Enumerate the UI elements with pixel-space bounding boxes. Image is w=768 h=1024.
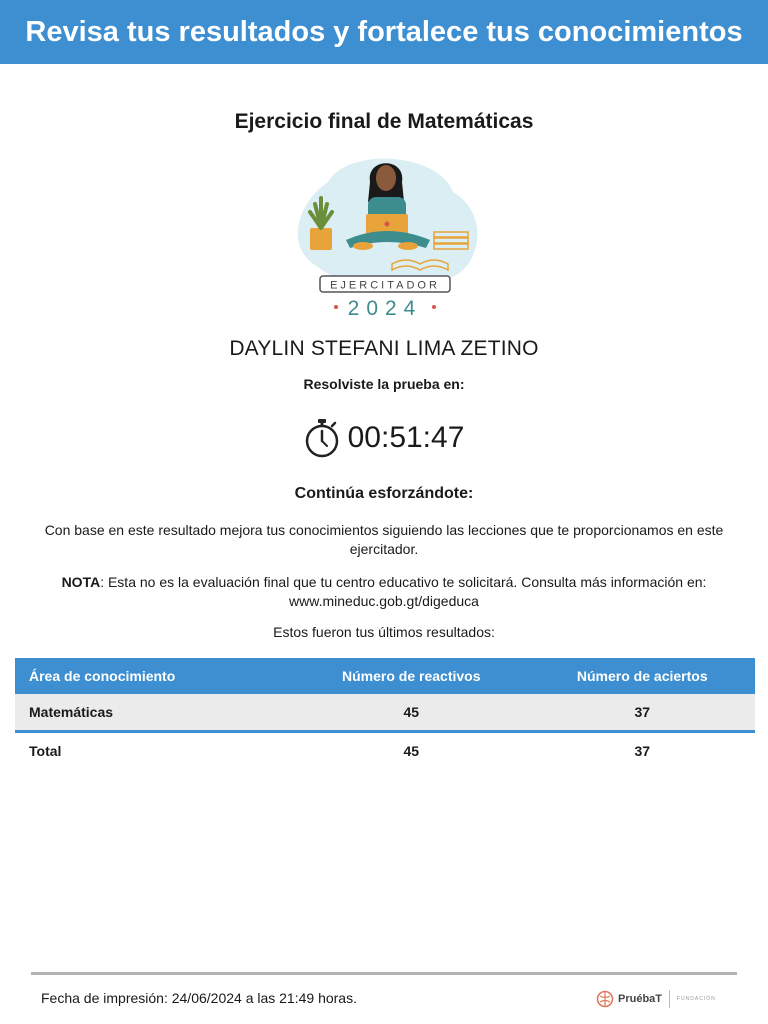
student-name: DAYLIN STEFANI LIMA ZETINO bbox=[229, 337, 539, 360]
cell-area: Total bbox=[29, 743, 62, 759]
results-table bbox=[15, 658, 755, 769]
header-area: Área de conocimiento bbox=[15, 658, 293, 694]
ejercitador-illustration bbox=[288, 152, 482, 322]
nota-body: : Esta no es la evaluación final que tu centro educativo te solicitará. Consulta más información en: www.mineduc.gob.gt/digeduca bbox=[100, 574, 707, 609]
nota-text bbox=[16, 573, 752, 611]
cell-area: Matemáticas bbox=[15, 694, 293, 732]
footer-logo bbox=[596, 990, 716, 1008]
header-correct: Número de aciertos bbox=[530, 658, 755, 694]
brain-icon bbox=[596, 990, 614, 1008]
results-intro: Estos fueron tus últimos resultados: bbox=[273, 624, 495, 640]
table-row-total bbox=[15, 732, 755, 770]
page-header bbox=[0, 0, 768, 64]
print-date: Fecha de impresión: 24/06/2024 a las 21:49 horas. bbox=[41, 990, 357, 1006]
footer-divider bbox=[31, 972, 737, 975]
cell-items: 45 bbox=[403, 743, 420, 759]
logo-name: EJERCITADOR bbox=[330, 279, 440, 292]
page-header-title: Revisa tus resultados y fortalece tus conocimientos bbox=[25, 15, 743, 48]
header-items: Número de reactivos bbox=[293, 658, 530, 694]
brand-name: PruébaT bbox=[618, 993, 663, 1005]
encouragement-heading: Continúa esforzándote: bbox=[294, 485, 474, 502]
cell-items: 45 bbox=[293, 694, 530, 732]
exam-title: Ejercicio final de Matemáticas bbox=[234, 110, 534, 133]
foundation-label: FUNDACIÓN bbox=[677, 996, 716, 1002]
encouragement-text: Con base en este resultado mejora tus conocimientos siguiendo las lecciones que te proporcionamos en este ejercitador. bbox=[44, 522, 724, 557]
table-row bbox=[15, 694, 755, 732]
time-label: Resolviste la prueba en: bbox=[303, 376, 465, 392]
stopwatch-icon bbox=[304, 418, 340, 458]
logo-year: 2024 bbox=[347, 297, 423, 320]
logo-divider bbox=[669, 990, 670, 1008]
cell-correct: 37 bbox=[634, 743, 651, 759]
cell-correct: 37 bbox=[530, 694, 755, 732]
time-value: 00:51:47 bbox=[347, 421, 465, 454]
table-header-row bbox=[15, 658, 755, 694]
time-display bbox=[0, 418, 768, 458]
nota-label: NOTA bbox=[61, 574, 101, 590]
